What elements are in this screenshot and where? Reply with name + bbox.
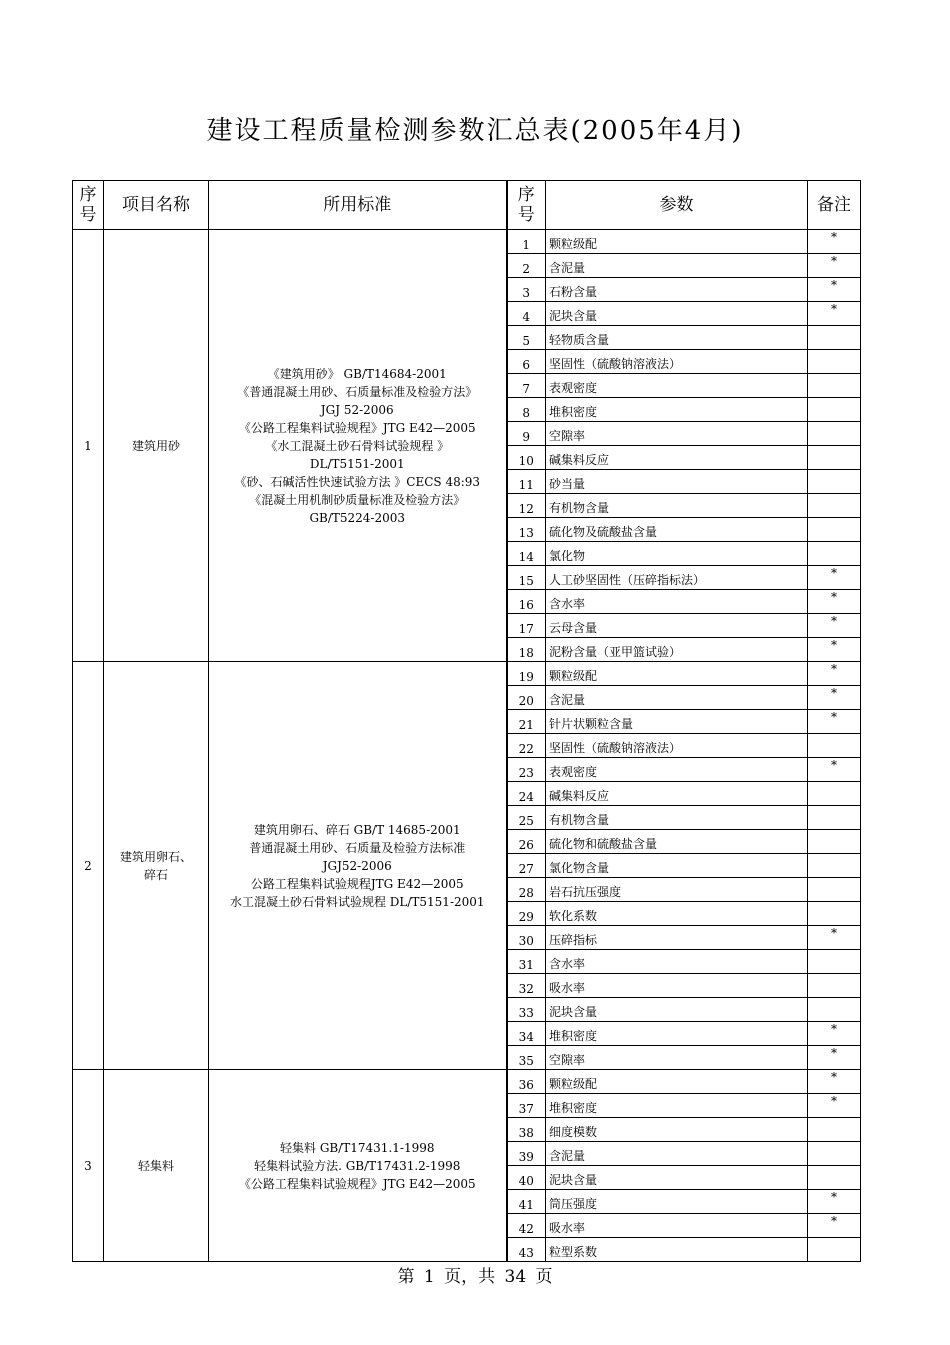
param-note (808, 830, 861, 854)
param-name: 云母含量 (546, 614, 808, 638)
param-seq: 35 (507, 1046, 546, 1070)
group-seq: 1 (73, 230, 104, 662)
param-note: * (808, 926, 861, 950)
param-note: * (808, 302, 861, 326)
param-note (808, 326, 861, 350)
table-header-row (73, 181, 861, 230)
param-seq: 13 (507, 518, 546, 542)
param-name: 坚固性（硫酸钠溶液法） (546, 350, 808, 374)
param-name: 堆积密度 (546, 1094, 808, 1118)
param-name: 砂当量 (546, 470, 808, 494)
param-name: 硫化物及硫酸盐含量 (546, 518, 808, 542)
param-note: * (808, 1214, 861, 1238)
param-name: 泥块含量 (546, 302, 808, 326)
param-note (808, 782, 861, 806)
param-note: * (808, 1046, 861, 1070)
param-note: * (808, 1190, 861, 1214)
header-param-seq: 序 号 (507, 181, 546, 230)
param-note (808, 1118, 861, 1142)
param-name: 有机物含量 (546, 494, 808, 518)
footer-prefix: 第 (397, 1267, 415, 1287)
group-project-name: 建筑用卵石、 碎石 (104, 662, 209, 1070)
param-note: * (808, 1070, 861, 1094)
param-name: 泥粉含量（亚甲篮试验） (546, 638, 808, 662)
param-seq: 31 (507, 950, 546, 974)
header-seq: 序 号 (73, 181, 104, 230)
page-footer (0, 1262, 950, 1287)
param-name: 筒压强度 (546, 1190, 808, 1214)
param-seq: 36 (507, 1070, 546, 1094)
param-name: 针片状颗粒含量 (546, 710, 808, 734)
param-seq: 39 (507, 1142, 546, 1166)
header-project-name: 项目名称 (104, 181, 209, 230)
param-name: 含水率 (546, 950, 808, 974)
param-name: 轻物质含量 (546, 326, 808, 350)
param-seq: 8 (507, 398, 546, 422)
param-seq: 26 (507, 830, 546, 854)
param-name: 人工砂坚固性（压碎指标法） (546, 566, 808, 590)
param-name: 碱集料反应 (546, 446, 808, 470)
param-note: * (808, 614, 861, 638)
table-row (73, 662, 861, 686)
param-note (808, 1166, 861, 1190)
param-note: * (808, 566, 861, 590)
param-seq: 29 (507, 902, 546, 926)
param-note (808, 854, 861, 878)
param-seq: 43 (507, 1238, 546, 1262)
param-name: 含水率 (546, 590, 808, 614)
param-seq: 38 (507, 1118, 546, 1142)
param-seq: 1 (507, 230, 546, 254)
group-project-name: 建筑用砂 (104, 230, 209, 662)
param-seq: 30 (507, 926, 546, 950)
param-note: * (808, 1094, 861, 1118)
param-seq: 28 (507, 878, 546, 902)
param-seq: 6 (507, 350, 546, 374)
param-note (808, 734, 861, 758)
param-note (808, 878, 861, 902)
param-note (808, 518, 861, 542)
param-note: * (808, 230, 861, 254)
param-note (808, 422, 861, 446)
param-name: 碱集料反应 (546, 782, 808, 806)
group-seq: 2 (73, 662, 104, 1070)
group-standard: 建筑用卵石、碎石 GB/T 14685-2001 普通混凝土用砂、石质量及检验方法标准 JGJ52-2006 公路工程集料试验规程JTG E42—2005 水工混凝土砂石骨料试验规程 DL/T5151-2001 (209, 662, 507, 1070)
param-seq: 37 (507, 1094, 546, 1118)
footer-total-pages: 34 (504, 1267, 527, 1287)
param-name: 有机物含量 (546, 806, 808, 830)
param-note (808, 350, 861, 374)
param-seq: 22 (507, 734, 546, 758)
param-note: * (808, 758, 861, 782)
param-seq: 27 (507, 854, 546, 878)
param-name: 氯化物含量 (546, 854, 808, 878)
param-note (808, 974, 861, 998)
param-name: 压碎指标 (546, 926, 808, 950)
param-name: 堆积密度 (546, 1022, 808, 1046)
param-name: 软化系数 (546, 902, 808, 926)
header-parameter: 参数 (546, 181, 808, 230)
param-seq: 7 (507, 374, 546, 398)
param-seq: 16 (507, 590, 546, 614)
param-name: 氯化物 (546, 542, 808, 566)
footer-suffix: 页 (535, 1267, 553, 1287)
param-name: 含泥量 (546, 254, 808, 278)
param-name: 含泥量 (546, 686, 808, 710)
param-seq: 25 (507, 806, 546, 830)
param-note (808, 374, 861, 398)
param-name: 吸水率 (546, 1214, 808, 1238)
param-seq: 11 (507, 470, 546, 494)
param-note (808, 446, 861, 470)
parameter-table (72, 180, 861, 1262)
param-seq: 12 (507, 494, 546, 518)
param-name: 堆积密度 (546, 398, 808, 422)
param-seq: 42 (507, 1214, 546, 1238)
param-seq: 14 (507, 542, 546, 566)
param-seq: 21 (507, 710, 546, 734)
param-name: 硫化物和硫酸盐含量 (546, 830, 808, 854)
param-note: * (808, 686, 861, 710)
param-seq: 18 (507, 638, 546, 662)
param-note (808, 902, 861, 926)
param-seq: 33 (507, 998, 546, 1022)
param-name: 表观密度 (546, 758, 808, 782)
param-seq: 23 (507, 758, 546, 782)
group-seq: 3 (73, 1070, 104, 1262)
param-name: 岩石抗压强度 (546, 878, 808, 902)
param-note (808, 950, 861, 974)
group-standard: 《建筑用砂》 GB/T14684-2001 《普通混凝土用砂、石质量标准及检验方法》 JGJ 52-2006 《公路工程集料试验规程》JTG E42—2005 《水工混凝土砂石骨料试验规程 》 DL/T5151-2001 《砂、石碱活性快速试验方法 》CECS 48:93 《混凝土用机制砂质量标准及检验方法》 GB/T5224-2003 (209, 230, 507, 662)
param-name: 粒型系数 (546, 1238, 808, 1262)
param-note: * (808, 638, 861, 662)
param-name: 颗粒级配 (546, 1070, 808, 1094)
param-note (808, 998, 861, 1022)
header-note: 备注 (808, 181, 861, 230)
param-seq: 10 (507, 446, 546, 470)
footer-page-number: 1 (423, 1267, 435, 1287)
param-note: * (808, 590, 861, 614)
param-name: 石粉含量 (546, 278, 808, 302)
table-row (73, 230, 861, 254)
param-seq: 3 (507, 278, 546, 302)
param-seq: 4 (507, 302, 546, 326)
param-seq: 34 (507, 1022, 546, 1046)
param-seq: 20 (507, 686, 546, 710)
param-seq: 32 (507, 974, 546, 998)
param-name: 表观密度 (546, 374, 808, 398)
param-name: 细度模数 (546, 1118, 808, 1142)
param-note: * (808, 1022, 861, 1046)
param-seq: 19 (507, 662, 546, 686)
param-note: * (808, 710, 861, 734)
param-seq: 17 (507, 614, 546, 638)
param-note (808, 494, 861, 518)
param-note (808, 1142, 861, 1166)
group-project-name: 轻集料 (104, 1070, 209, 1262)
param-seq: 15 (507, 566, 546, 590)
table-row (73, 1070, 861, 1094)
param-seq: 24 (507, 782, 546, 806)
param-note (808, 398, 861, 422)
param-note (808, 542, 861, 566)
param-note (808, 1238, 861, 1262)
param-name: 空隙率 (546, 1046, 808, 1070)
param-note (808, 470, 861, 494)
param-name: 坚固性（硫酸钠溶液法） (546, 734, 808, 758)
footer-mid: 页，共 (444, 1267, 496, 1287)
param-name: 空隙率 (546, 422, 808, 446)
param-note (808, 806, 861, 830)
param-name: 吸水率 (546, 974, 808, 998)
param-name: 含泥量 (546, 1142, 808, 1166)
param-seq: 41 (507, 1190, 546, 1214)
param-name: 泥块含量 (546, 1166, 808, 1190)
param-seq: 40 (507, 1166, 546, 1190)
param-seq: 2 (507, 254, 546, 278)
table-body (73, 230, 861, 1262)
param-seq: 5 (507, 326, 546, 350)
page-title: 建设工程质量检测参数汇总表(2005年4月) (206, 116, 744, 146)
param-note: * (808, 662, 861, 686)
group-standard: 轻集料 GB/T17431.1-1998 轻集料试验方法. GB/T17431.2-1998 《公路工程集料试验规程》JTG E42—2005 (209, 1070, 507, 1262)
param-seq: 9 (507, 422, 546, 446)
param-name: 泥块含量 (546, 998, 808, 1022)
param-note: * (808, 278, 861, 302)
param-note: * (808, 254, 861, 278)
header-standard: 所用标准 (209, 181, 507, 230)
param-name: 颗粒级配 (546, 662, 808, 686)
param-name: 颗粒级配 (546, 230, 808, 254)
